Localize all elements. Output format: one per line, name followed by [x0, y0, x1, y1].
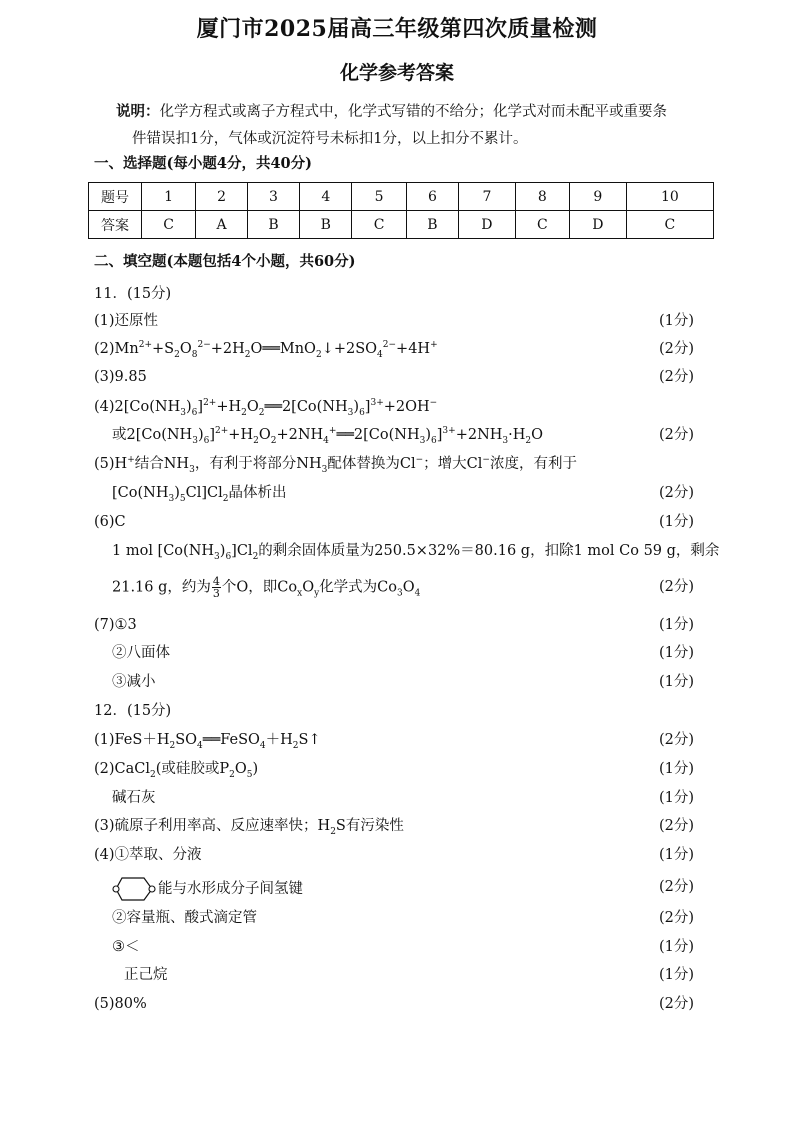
score: (1分) [658, 313, 694, 329]
q11-answer-4b: 或$2[Co(NH_3)_6]^{2+}+H_2O_2+2NH_4^+══2[Co(NH_3)_6]^{3+}+2NH_3\cdot H_2O$ (2分) [94, 424, 694, 446]
score: (2分) [658, 341, 694, 357]
section-heading-choice: 一、选择题(每小题4分，共40分) [94, 155, 312, 172]
q11-answer-5a: (5)H+结合$NH_3$，有利于将部分$NH_3$配体替换为Cl−；增大Cl−浓度，有利于 [94, 455, 577, 475]
q12-answer-2: (2)CaCl$_2$(或硅胶或$P_2O_5$) (1分) [94, 758, 694, 780]
score: (2分) [658, 996, 694, 1012]
q12-heading: 12．(15分) [94, 703, 172, 719]
score: (1分) [658, 514, 694, 530]
score: (1分) [658, 617, 694, 633]
scoring-note [116, 98, 716, 153]
score: (1分) [658, 847, 694, 863]
q12-answer-4-2: ②容量瓶、酸式滴定管 (2分) [94, 907, 694, 929]
q11-answer-7-3: ③减小 (1分) [94, 671, 694, 693]
q12-answer-4-structure: 能与水形成分子间氢键 (2分) [94, 876, 694, 898]
table-row [89, 183, 714, 211]
question-number-cell: 2 [196, 183, 248, 211]
q12-answer-5: (5)80% (2分) [94, 993, 694, 1015]
q12-answer-4-1: (4)①萃取、分液 (1分) [94, 844, 694, 866]
answer-cell: B [247, 211, 299, 239]
score: (1分) [658, 674, 694, 690]
score: (2分) [658, 732, 694, 748]
q11-answer-7-1: (7)①3 (1分) [94, 614, 694, 636]
question-number-cell: 9 [570, 183, 627, 211]
score: (2分) [658, 910, 694, 926]
page-subtitle: 化学参考答案 [339, 62, 454, 84]
score: (1分) [658, 645, 694, 661]
question-number-cell: 7 [459, 183, 516, 211]
table-row [89, 211, 714, 239]
choice-answer-table [88, 182, 714, 239]
answer-cell: C [626, 211, 713, 239]
q12-answer-1: $(1)FeS+H_2SO_4══FeSO_4+H_2S↑$ (2分) [94, 729, 694, 751]
answer-cell: D [459, 211, 516, 239]
question-number-cell: 5 [352, 183, 406, 211]
q11-answer-4a: $(4)2[Co(NH_3)_6]^{2+}+H_2O_2══2[Co(NH_3)_6]^{3+}+2OH^-$ [94, 398, 438, 418]
dioxane-ring-structure [112, 876, 156, 902]
q12-answer-4-3b: 正己烷 (1分) [94, 964, 694, 986]
q12-answer-2b: 碱石灰 (1分) [94, 787, 694, 809]
page-title: 厦门市2025届高三年级第四次质量检测 [196, 16, 598, 42]
answer-cell: C [515, 211, 569, 239]
answer-cell: B [406, 211, 458, 239]
q11-answer-2: $(2)Mn^{2+}+S_2O_8^{2-}+2H_2O══MnO_2↓+2SO_4^{2-}+4H^+$ (2分) [94, 338, 694, 360]
q11-answer-6-explain-1: 1 mol $[Co(NH_3)_6]Cl_2$的剩余固体质量为250.5×32%＝80.16 g，扣除1 mol Co 59 g，剩余 [112, 543, 720, 562]
score: (2分) [658, 485, 694, 501]
answer-cell: C [352, 211, 406, 239]
score: (1分) [658, 939, 694, 955]
score: (2分) [658, 427, 694, 443]
question-number-cell: 1 [142, 183, 196, 211]
score: (2分) [658, 579, 694, 595]
q12-answer-3: (3)硫原子利用率高、反应速率快；$H_2S$有污染性 (2分) [94, 815, 694, 837]
question-number-cell: 8 [515, 183, 569, 211]
score: (2分) [658, 369, 694, 385]
score: (1分) [658, 790, 694, 806]
q11-answer-5b: $[Co(NH_3)_5Cl]Cl_2$晶体析出 (2分) [94, 482, 694, 504]
answer-cell: C [142, 211, 196, 239]
q11-answer-6-explain-2: 21.16 g，约为 $\frac{4}{3}$ 个O，即$Co_xO_y$化学式为$Co_3O_4$ (2分) [112, 575, 694, 600]
answer-cell: D [570, 211, 627, 239]
note-label: 说明： [116, 103, 160, 120]
q11-answer-6: (6)C (1分) [94, 511, 694, 533]
q12-answer-4-3: ③＜ (1分) [94, 936, 694, 958]
q11-answer-7-2: ②八面体 (1分) [94, 642, 694, 664]
question-number-cell: 10 [626, 183, 713, 211]
section-heading-fill: 二、填空题(本题包括4个小题，共60分) [94, 253, 356, 270]
q11-heading: 11．(15分) [94, 286, 172, 302]
q11-answer-3: (3)9.85 (2分) [94, 366, 694, 388]
header-label-cell: 题号 [89, 183, 142, 211]
score: (1分) [658, 967, 694, 983]
question-number-cell: 6 [406, 183, 458, 211]
question-number-cell: 3 [247, 183, 299, 211]
note-line-1: 化学方程式或离子方程式中，化学式写错的不给分；化学式对而未配平或重要条 [159, 104, 667, 120]
score: (2分) [658, 879, 694, 895]
note-line-2: 件错误扣1分，气体或沉淀符号未标扣1分，以上扣分不累计。 [132, 131, 528, 147]
fraction: $\frac{4}{3}$ [212, 575, 220, 600]
answer-cell: B [300, 211, 352, 239]
question-number-cell: 4 [300, 183, 352, 211]
answer-cell: A [196, 211, 248, 239]
q11-answer-1: (1)还原性 (1分) [94, 310, 694, 332]
score: (2分) [658, 818, 694, 834]
score: (1分) [658, 761, 694, 777]
answer-label-cell: 答案 [89, 211, 142, 239]
